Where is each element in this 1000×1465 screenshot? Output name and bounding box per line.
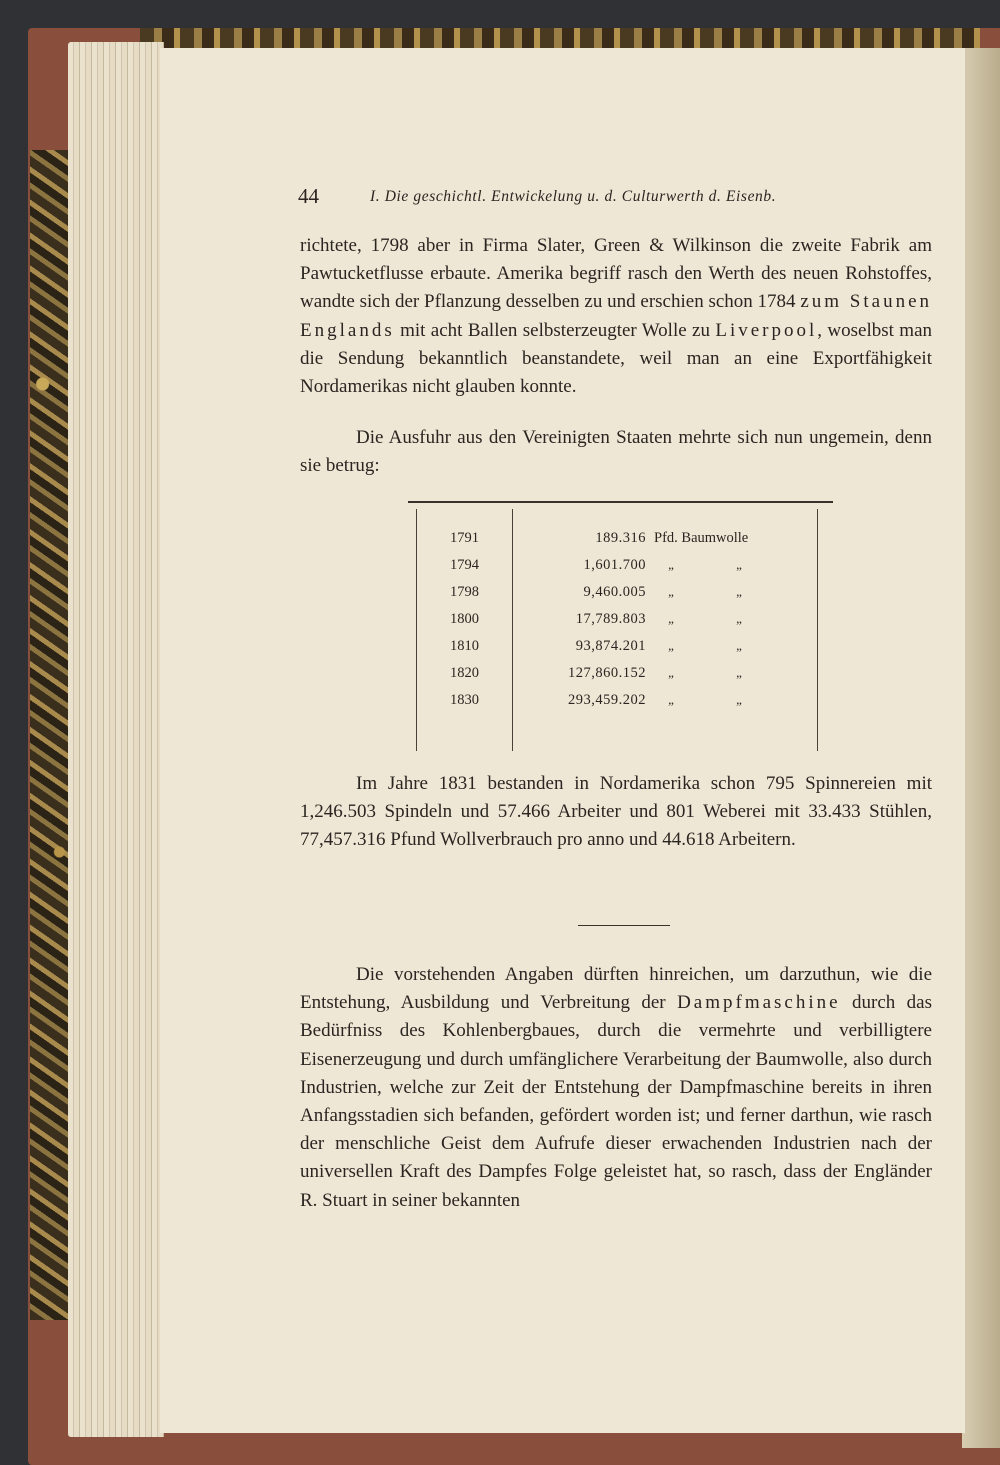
ditto-mark: „	[668, 665, 674, 680]
table-amount: 189.316	[595, 530, 646, 546]
ditto-mark: „	[668, 692, 674, 707]
paragraph-4-text-a: Die vorstehenden Angaben dürften hinreichen, um darzuthun, wie die Entstehung, Ausbildung und Verbreitung der	[300, 964, 932, 1014]
table-amount: 127,860.152	[568, 665, 646, 681]
emphasis-dampfmaschine: Dampfmaschine	[677, 992, 841, 1014]
table-row	[408, 692, 833, 714]
table-row	[408, 584, 833, 606]
book-page	[160, 48, 965, 1433]
paragraph-1	[300, 232, 932, 401]
emphasis-liverpool: Liverpool	[715, 319, 818, 341]
table-amount: 9,460.005	[583, 584, 646, 600]
section-divider	[578, 925, 670, 926]
paragraph-4	[300, 961, 932, 1215]
paragraph-4-text-c: durch das Bedürfniss des Kohlenbergbaues, durch die vermehrte und verbilligtere Eisenerzeugung und durch umfänglichere Verarbeitung der Baumwolle, also durch Industrien, welche zur Zeit der Entstehung der Dampfmaschine bereits in ihren Anfangsstadien sich befanden, gefördert worden ist; und ferner darthun, wie rasch der menschliche Geist dem Aufrufe dieser erwachenden Industrien nach der universellen Kraft des Dampfes Folge geleistet hat, so rasch, dass der Engländer R. Stuart in seiner bekannten	[300, 992, 933, 1211]
page-number: 44	[298, 184, 319, 208]
paragraph-1-text-a: richtete, 1798 aber in Firma Slater, Green & Wilkinson die zweite Fabrik am Pawtucketflusse erbaute. Amerika begriff rasch den Werth des neuen Rohstoffes, wandte sich der Pflanzung desselben zu und erschien schon 1784	[300, 235, 932, 313]
table-row	[408, 557, 833, 579]
table-year: 1791	[450, 530, 479, 546]
table-amount: 17,789.803	[575, 611, 646, 627]
page-header	[298, 184, 958, 210]
table-row	[408, 530, 833, 552]
ditto-mark: „	[668, 638, 674, 653]
table-year: 1794	[450, 557, 479, 573]
page-edges	[68, 42, 164, 1437]
paragraph-1-text-e: , woselbst man die Sendung bekanntlich beanstandete, weil man an eine Exportfähigkeit Nordamerikas nicht glauben konnte.	[300, 319, 933, 398]
table-amount: 93,874.201	[575, 638, 646, 654]
ditto-mark: „	[736, 584, 742, 599]
ditto-mark: „	[668, 611, 674, 626]
table-year: 1820	[450, 665, 479, 681]
paragraph-2	[300, 424, 932, 480]
ditto-mark: „	[736, 611, 742, 626]
book-spine-edge	[140, 28, 980, 50]
paragraph-2-text: Die Ausfuhr aus den Vereinigten Staaten mehrte sich nun ungemein, denn sie betrug:	[300, 427, 932, 477]
table-amount: 1,601.700	[583, 557, 646, 573]
export-table	[408, 501, 833, 751]
facing-page-edge	[962, 48, 1000, 1448]
table-row	[408, 665, 833, 687]
table-row	[408, 638, 833, 660]
paragraph-1-text-c: mit acht Ballen selbsterzeugter Wolle zu	[400, 319, 710, 341]
marbled-endpaper	[30, 150, 72, 1320]
ditto-mark: „	[668, 584, 674, 599]
ditto-mark: „	[736, 665, 742, 680]
table-year: 1798	[450, 584, 479, 600]
table-year: 1810	[450, 638, 479, 654]
ditto-mark: „	[736, 638, 742, 653]
table-unit: Pfd. Baumwolle	[654, 530, 749, 546]
table-year: 1800	[450, 611, 479, 627]
ditto-mark: „	[736, 557, 742, 572]
running-title: I. Die geschichtl. Entwickelung u. d. Culturwerth d. Eisenb.	[370, 188, 777, 205]
table-row	[408, 611, 833, 633]
table-year: 1830	[450, 692, 479, 708]
ditto-mark: „	[668, 557, 674, 572]
paragraph-3	[300, 770, 932, 855]
ditto-mark: „	[736, 692, 742, 707]
paragraph-3-text: Im Jahre 1831 bestanden in Nordamerika schon 795 Spinnereien mit 1,246.503 Spindeln und 57.466 Arbeiter und 801 Weberei mit 33.433 Stühlen, 77,457.316 Pfund Wollverbrauch pro anno und 44.618 Arbeitern.	[300, 773, 932, 851]
table-amount: 293,459.202	[568, 692, 646, 708]
emphasis-zum-staunen-englands: zum Staunen Englands	[300, 291, 932, 341]
